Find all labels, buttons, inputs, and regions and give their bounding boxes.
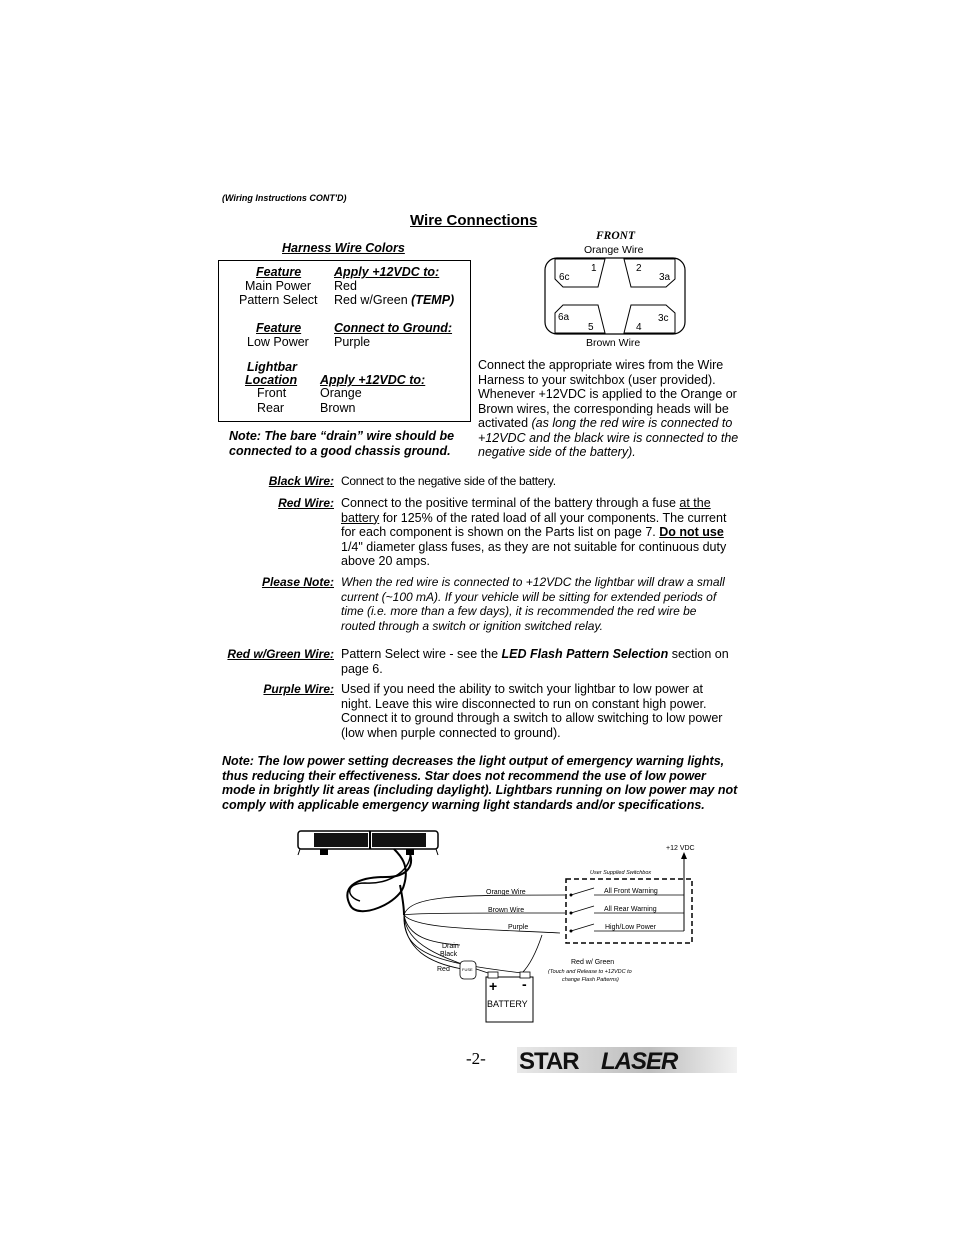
pin-label: 1: [591, 263, 597, 274]
lightbar-icon: [298, 831, 438, 855]
drain-wire-text: Drain: [442, 943, 459, 950]
fuse-icon: [460, 961, 476, 979]
svg-text:+: +: [489, 978, 498, 994]
wire-cell: Orange: [320, 386, 362, 400]
orange-wire-text: Orange Wire: [486, 889, 526, 896]
svg-text:FUSE: FUSE: [462, 967, 473, 972]
ground-header: Connect to Ground:: [334, 321, 453, 335]
red-wire-label: Red Wire:: [278, 496, 334, 510]
purple-wire-text: Used if you need the ability to switch your lightbar to low power at night. Leave this wire disconnected to run on constant high power. Connect it to ground through a switch to allow switching to low power (low when purple connected to ground).: [341, 682, 723, 740]
orange-wire-label: Orange Wire: [584, 244, 644, 256]
pin-label: 3a: [659, 272, 671, 283]
black-wire-label: Black Wire:: [268, 474, 334, 488]
continuation-note: (Wiring Instructions CONT'D): [222, 193, 347, 203]
apply-header: Apply +12VDC to:: [320, 373, 426, 387]
feature-cell: Front: [257, 386, 287, 400]
red-green-wire-label: Red w/Green Wire:: [227, 647, 334, 661]
feature-cell: Rear: [257, 401, 285, 415]
red-green-note-2: change Flash Patterns): [562, 977, 619, 983]
black-wire-text: Connect to the negative side of the battery.: [341, 474, 556, 488]
please-note-label: Please Note:: [261, 575, 334, 589]
red-green-wire-text: Pattern Select wire - see the LED Flash Pattern Selection section on page 6.: [341, 647, 729, 676]
pin-label: 4: [636, 322, 642, 333]
connect-paragraph: Connect the appropriate wires from the Wire Harness to your switchbox (user provided). Whenever +12VDC is applied to the Orange or Brown wires, the corresponding heads will be activated (as long the red wire is connected to +12VDC and the black wire is connected to the negative side of the battery).: [478, 358, 739, 459]
drain-note: Note: The bare “drain” wire should be connected to a good chassis ground.: [229, 429, 455, 458]
black-wire-text: Black: [440, 951, 458, 958]
svg-text:BATTERY: BATTERY: [487, 999, 528, 1009]
switch-front-label: All Front Warning: [604, 888, 658, 895]
vdc-label: +12 VDC: [666, 845, 695, 852]
battery-icon: [486, 972, 533, 1022]
wire-cell: Red w/Green (TEMP): [334, 293, 455, 307]
red-green-label: Red w/ Green: [571, 959, 615, 966]
svg-text:-: -: [522, 976, 527, 992]
svg-text:LASER: LASER: [601, 1048, 678, 1075]
feature-cell: Low Power: [247, 335, 309, 349]
low-power-note: Note: The low power setting decreases the light output of emergency warning lights, thus reducing their effectiveness. Star does not recommend the use of low power mode in brightly lit areas (including daylight). Lightbars running on low power may not comply with applicable emergency warning light standards and/or specifications.: [222, 754, 738, 812]
feature-header: Feature: [256, 265, 302, 279]
purple-wire-text: Purple: [508, 924, 529, 931]
purple-wire-label: Purple Wire:: [263, 682, 334, 696]
harness-title: Harness Wire Colors: [282, 241, 405, 255]
wiring-diagram: [290, 825, 710, 1030]
brown-wire-label: Brown Wire: [586, 337, 641, 349]
front-label: FRONT: [596, 230, 635, 242]
brown-wire-text: Brown Wire: [488, 907, 525, 914]
red-wire-text: Connect to the positive terminal of the battery through a fuse at the battery for 125% of the rated load of all your components. The current for each component is shown on the Parts list on page 7. Do not use 1/4" diameter glass fuses, as they are not suitable for continuous duty above 20 amps.: [341, 496, 727, 568]
svg-text:STAR: STAR: [519, 1048, 579, 1075]
harness-table: [218, 260, 471, 422]
pin-label: 5: [588, 322, 594, 333]
red-wire-text: Red: [437, 966, 450, 973]
wire-cell: Purple: [334, 335, 371, 349]
page-number: -2-: [466, 1049, 486, 1068]
switchbox-label: User Supplied Switchbox: [590, 870, 652, 876]
pin-label: 3c: [658, 313, 669, 324]
page-title: Wire Connections: [410, 212, 538, 229]
location-header-1: Lightbar: [247, 360, 297, 374]
pin-label: 2: [636, 263, 642, 274]
feature-header: Feature: [256, 321, 302, 335]
starlaser-logo: [517, 1045, 737, 1075]
connector-diagram: [540, 255, 690, 337]
feature-cell: Pattern Select: [239, 293, 318, 307]
red-green-note-1: (Touch and Release to +12VDC to: [548, 969, 632, 975]
wire-cell: Brown: [320, 401, 356, 415]
switch-power-label: High/Low Power: [605, 924, 656, 931]
switch-rear-label: All Rear Warning: [604, 906, 657, 913]
apply-header: Apply +12VDC to:: [334, 265, 440, 279]
pin-label: 6c: [559, 272, 570, 283]
wire-cell: Red: [334, 279, 357, 293]
pin-label: 6a: [558, 312, 570, 323]
location-header-2: Location: [245, 373, 298, 387]
please-note-text: When the red wire is connected to +12VDC the lightbar will draw a small current (~100 mA). If your vehicle will be sitting for extended periods of time (i.e. more than a few days), it is recommended the red wire be routed through a switch or ignition switched relay.: [341, 575, 725, 633]
feature-cell: Main Power: [245, 279, 311, 293]
